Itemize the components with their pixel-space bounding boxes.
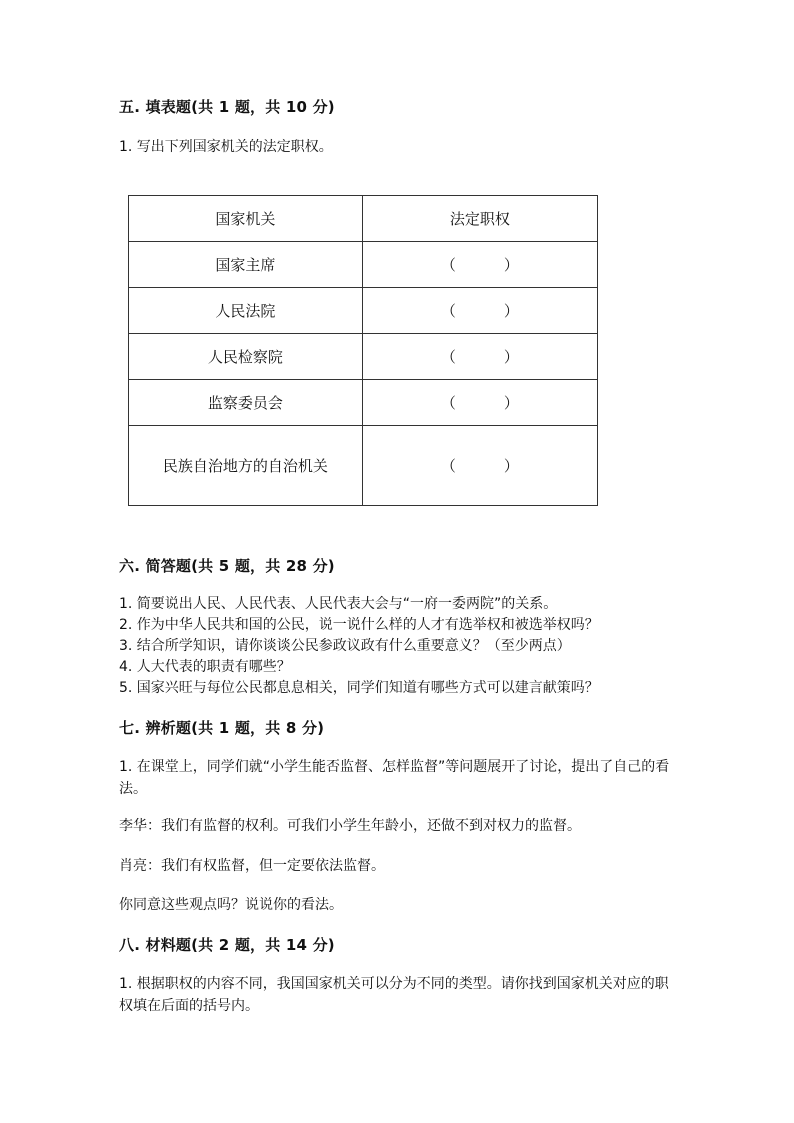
answer-blank: （ ） — [362, 380, 597, 426]
answer-blank: （ ） — [362, 288, 597, 334]
section-7-prompt: 你同意这些观点吗？说说你的看法。 — [119, 897, 343, 913]
answer-blank: （ ） — [362, 426, 597, 506]
organ-cell: 人民法院 — [129, 288, 363, 334]
section-6-question-5: 5. 国家兴旺与每位公民都息息相关，同学们知道有哪些方式可以建言献策吗？ — [119, 680, 599, 696]
section-6-question-3: 3. 结合所学知识，请你谈谈公民参政议政有什么重要意义？（至少两点） — [119, 638, 571, 654]
lihua-statement: 李华：我们有监督的权利。可我们小学生年龄小，还做不到对权力的监督。 — [119, 818, 581, 834]
organ-cell: 国家主席 — [129, 242, 363, 288]
section-5-question-1: 1. 写出下列国家机关的法定职权。 — [119, 139, 333, 155]
organ-cell: 民族自治地方的自治机关 — [129, 426, 363, 506]
table-row — [129, 242, 598, 288]
section-6-question-1: 1. 简要说出人民、人民代表、人民代表大会与“一府一委两院”的关系。 — [119, 596, 558, 612]
section-7-heading: 七. 辨析题(共 1 题，共 8 分) — [119, 719, 325, 737]
section-6-question-2: 2. 作为中华人民共和国的公民，说一说什么样的人才有选举权和被选举权吗？ — [119, 617, 599, 633]
table-row — [129, 426, 598, 506]
answer-blank: （ ） — [362, 334, 597, 380]
header-organ: 国家机关 — [129, 196, 363, 242]
xiaoliang-statement: 肖亮：我们有权监督，但一定要依法监督。 — [119, 858, 385, 874]
organ-cell: 人民检察院 — [129, 334, 363, 380]
table-row — [129, 380, 598, 426]
section-6-question-4: 4. 人大代表的职责有哪些？ — [119, 659, 291, 675]
table-row — [129, 288, 598, 334]
header-duty: 法定职权 — [362, 196, 597, 242]
section-8-heading: 八. 材料题(共 2 题，共 14 分) — [119, 936, 335, 954]
table-row — [129, 334, 598, 380]
duty-table — [128, 195, 598, 506]
table-header-row — [129, 196, 598, 242]
section-6-heading: 六. 简答题(共 5 题，共 28 分) — [119, 557, 335, 575]
section-8-question-1: 1. 根据职权的内容不同，我国国家机关可以分为不同的类型。请你找到国家机关对应的职权填在后面的括号内。 — [119, 976, 669, 1014]
section-5-heading: 五. 填表题(共 1 题，共 10 分) — [119, 98, 335, 116]
organ-cell: 监察委员会 — [129, 380, 363, 426]
answer-blank: （ ） — [362, 242, 597, 288]
section-7-question-1: 1. 在课堂上，同学们就“小学生能否监督、怎样监督”等问题展开了讨论，提出了自己的看法。 — [119, 759, 670, 797]
